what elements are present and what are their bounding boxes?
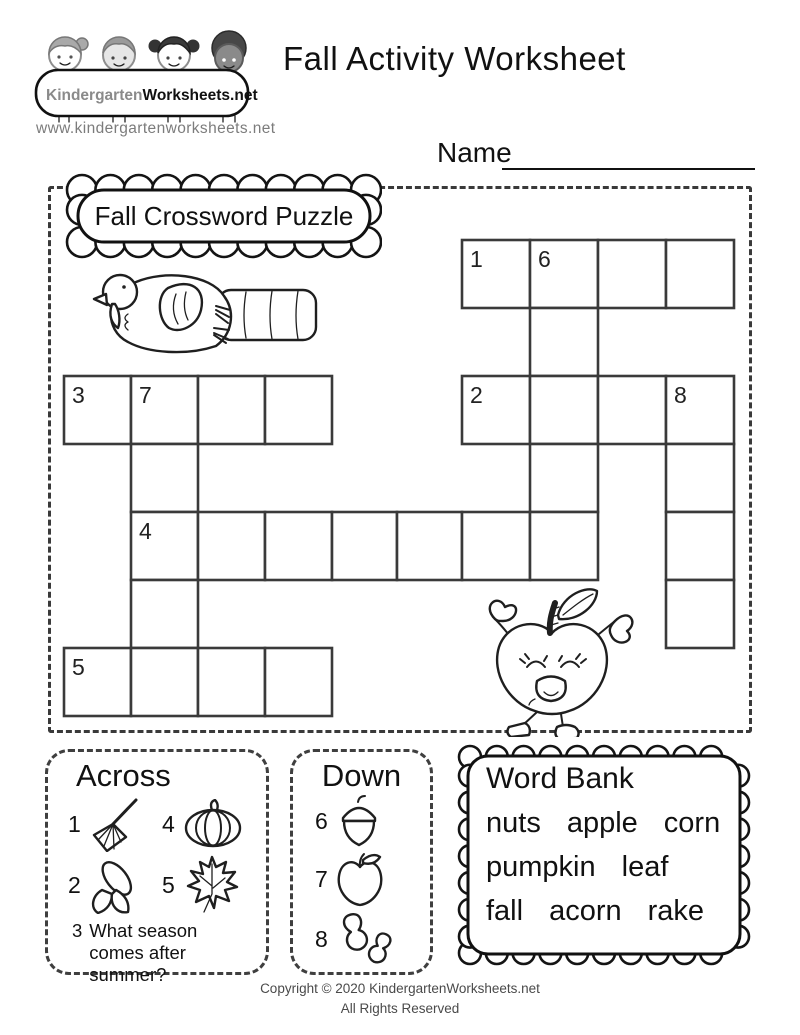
rake-icon [88, 796, 142, 852]
crossword-cell[interactable] [64, 648, 131, 716]
across-clue-2 [68, 854, 162, 916]
happy-apple-character [445, 575, 660, 737]
word-bank-box [452, 740, 756, 972]
across-clue-5 [162, 854, 262, 916]
down-title: Down [321, 758, 402, 793]
word-bank-word: leaf [621, 851, 669, 883]
crossword-cell[interactable] [198, 512, 265, 580]
clue-number: 2 [68, 871, 81, 898]
down-clue-7 [315, 851, 430, 907]
crossword-cell[interactable] [598, 376, 666, 444]
clue-number: 6 [315, 807, 328, 834]
kindergarten-worksheets-logo [33, 20, 265, 124]
crossword-cell-number: 3 [72, 382, 85, 408]
crossword-cell[interactable] [332, 512, 397, 580]
crossword-cell[interactable] [462, 376, 530, 444]
across-clue-4 [162, 796, 262, 852]
clue-number: 8 [315, 925, 328, 952]
crossword-cell[interactable] [131, 444, 198, 512]
word-bank-word: corn [663, 807, 721, 839]
word-bank-word: pumpkin [486, 851, 596, 883]
across-clue-3 [48, 916, 266, 985]
word-bank-word: apple [566, 807, 638, 839]
apple-icon [335, 851, 385, 907]
across-title: Across [76, 758, 171, 793]
crossword-cell[interactable] [666, 240, 734, 308]
crossword-cell[interactable] [462, 240, 530, 308]
puzzle-title-banner [44, 170, 382, 262]
crossword-cell[interactable] [666, 376, 734, 444]
word-bank-row [486, 807, 728, 840]
copyright-line: Copyright © 2020 KindergartenWorksheets.net [260, 981, 540, 996]
crossword-cell[interactable] [530, 376, 598, 444]
clue-number: 4 [162, 810, 175, 837]
crossword-cell[interactable] [530, 444, 598, 512]
brand-text-black: Worksheets.net [142, 87, 258, 104]
svg-text:KindergartenWorksheets.net [46, 87, 258, 104]
crossword-cell-number: 7 [139, 382, 152, 408]
down-clues-box [290, 749, 433, 975]
crossword-cell[interactable] [666, 580, 734, 648]
crossword-cell-number: 8 [674, 382, 687, 408]
peanuts-icon [335, 910, 399, 968]
corn-icon [88, 856, 144, 914]
clue-number: 7 [315, 865, 328, 892]
clue-text: What season comes after summer? [89, 920, 198, 985]
acorn-icon [335, 794, 383, 848]
name-label: Name [437, 137, 512, 168]
clue-number: 1 [68, 810, 81, 837]
crossword-cell[interactable] [265, 512, 332, 580]
crossword-cell[interactable] [131, 512, 198, 580]
crossword-cell[interactable] [530, 240, 598, 308]
crossword-cell[interactable] [198, 376, 265, 444]
resting-turkey-illustration [68, 254, 328, 356]
apple-boot [507, 723, 530, 737]
clue-number: 3 [72, 920, 83, 941]
word-bank-word: fall [486, 895, 524, 927]
word-bank-word: rake [647, 895, 705, 927]
kid-boy-bowlcut-icon [103, 37, 135, 71]
name-input-line[interactable] [502, 140, 755, 170]
word-bank-row [486, 895, 728, 928]
apple-mitten [610, 615, 633, 642]
puzzle-title: Fall Crossword Puzzle [94, 201, 354, 231]
crossword-cell-number: 1 [470, 246, 483, 272]
pumpkin-icon [182, 799, 242, 849]
footer [0, 979, 800, 1018]
crossword-cell[interactable] [131, 580, 198, 648]
across-clue-1 [68, 796, 162, 852]
across-clues-box [45, 749, 269, 985]
crossword-cell[interactable] [462, 512, 530, 580]
kid-girl-ponytail-icon [49, 37, 88, 71]
crossword-cell[interactable] [530, 512, 598, 580]
leaf-bale-icon [218, 290, 316, 340]
crossword-cell[interactable] [131, 648, 198, 716]
apple-mitten [490, 601, 516, 621]
crossword-cell-number: 5 [72, 654, 85, 680]
brand-text-gray: Kindergarten [46, 87, 143, 104]
word-bank-word: nuts [486, 807, 541, 839]
word-bank-title: Word Bank [486, 762, 634, 795]
website-url[interactable]: www.kindergartenworksheets.net [36, 120, 276, 137]
kid-girl-pigtails-icon [149, 37, 200, 71]
crossword-cell-number: 2 [470, 382, 483, 408]
turkey-beak [94, 294, 107, 305]
down-clue-8 [315, 910, 430, 968]
rights-line: All Rights Reserved [340, 1000, 460, 1016]
crossword-cell-number: 6 [538, 246, 551, 272]
crossword-cell[interactable] [530, 308, 598, 376]
apple-boot [555, 725, 578, 737]
brand-sign [36, 70, 258, 116]
crossword-cell[interactable] [265, 648, 332, 716]
crossword-cell[interactable] [598, 240, 666, 308]
clue-number: 5 [162, 871, 175, 898]
page-title: Fall Activity Worksheet [283, 40, 626, 77]
crossword-cell-number: 4 [139, 518, 152, 544]
crossword-cell[interactable] [198, 648, 265, 716]
crossword-cell[interactable] [131, 376, 198, 444]
leaf-icon [182, 854, 242, 916]
apple-mouth [536, 677, 565, 702]
crossword-cell[interactable] [64, 376, 131, 444]
crossword-cell[interactable] [666, 512, 734, 580]
crossword-cell[interactable] [666, 444, 734, 512]
apple-stem [550, 603, 555, 633]
crossword-cell[interactable] [265, 376, 332, 444]
down-clue-6 [315, 794, 430, 848]
crossword-cell[interactable] [397, 512, 462, 580]
word-bank-word: acorn [549, 895, 622, 927]
kid-boy-afro-icon [212, 31, 246, 72]
word-bank-row [486, 851, 728, 884]
word-bank-words [486, 807, 728, 928]
